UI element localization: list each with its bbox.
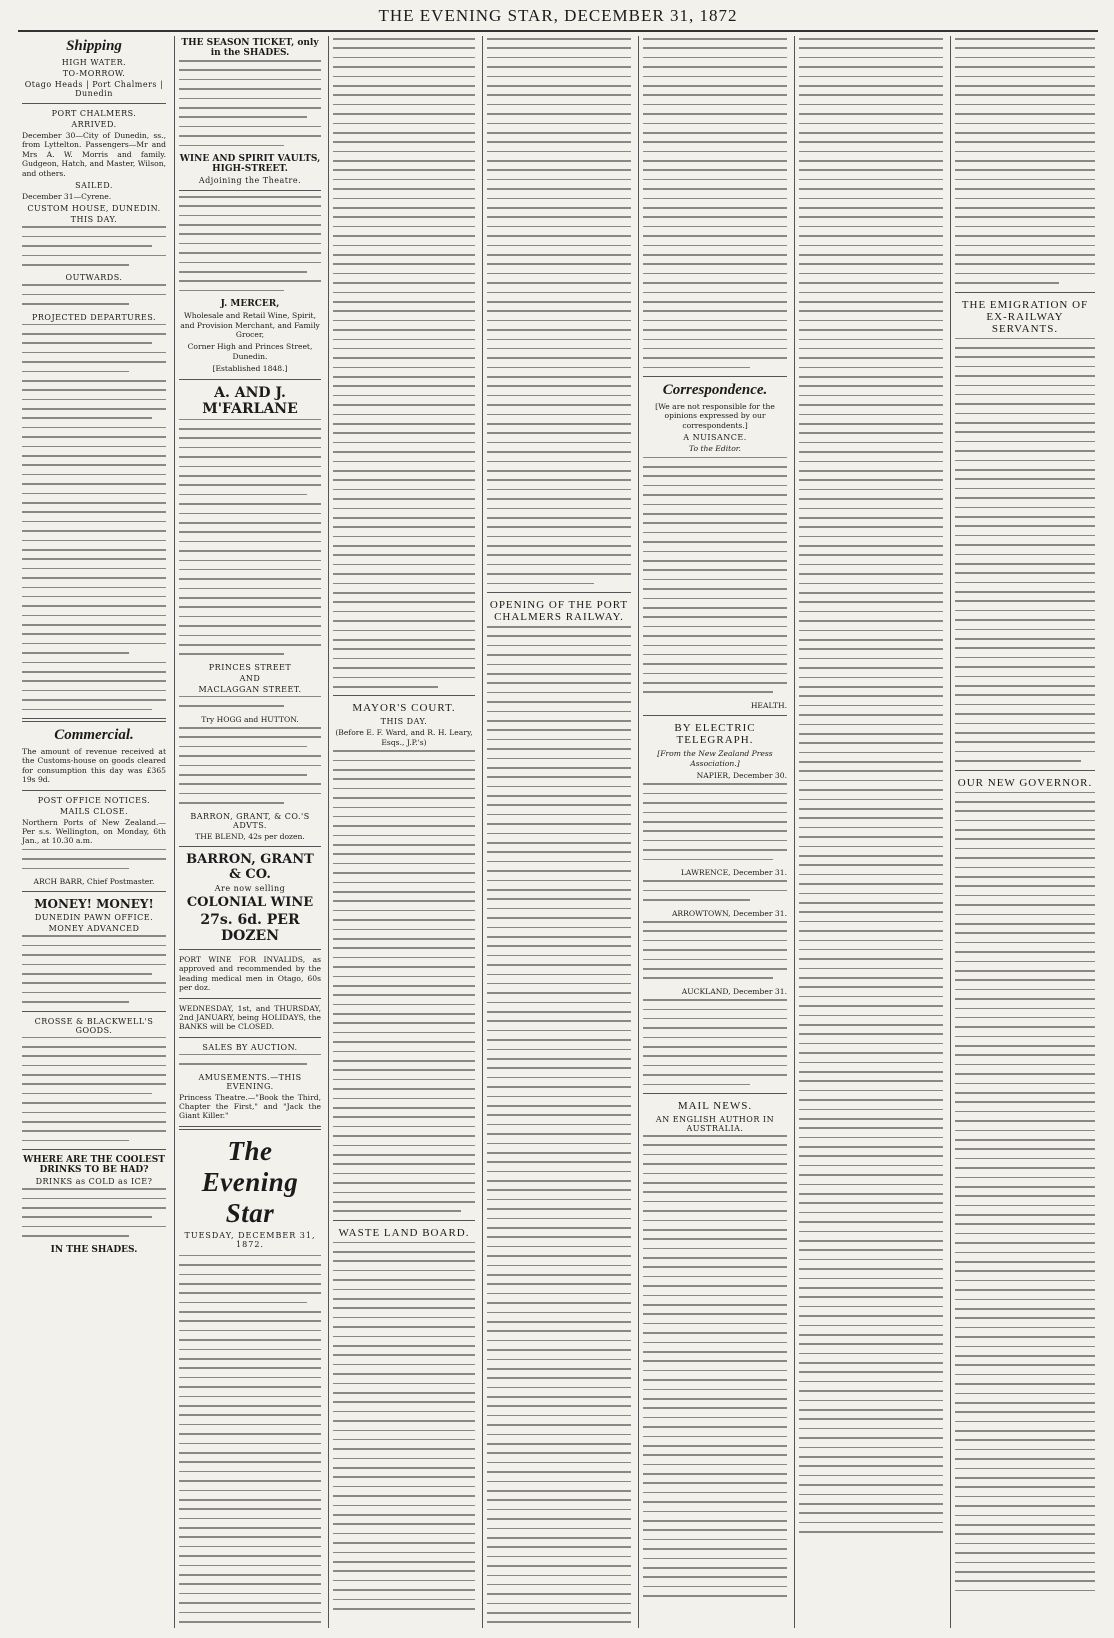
- governor-heading: OUR NEW GOVERNOR.: [957, 776, 1093, 789]
- post-office-heading: POST OFFICE NOTICES.: [37, 795, 151, 805]
- divider: [179, 190, 321, 191]
- sales-auction: SALES BY AUCTION.: [202, 1042, 298, 1052]
- text-block: [22, 226, 166, 265]
- post-text: Northern Ports of New Zealand.—Per s.s. Wellington, on Monday, 6th Jan., at 10.30 a.m.: [22, 817, 166, 846]
- lawrence-dateline: LAWRENCE, December 31.: [680, 867, 787, 877]
- text-block: [179, 727, 321, 804]
- established: [Established 1848.]: [212, 364, 288, 374]
- newspaper-page: [18, 6, 1098, 1632]
- mercer-corner: Corner High and Princes Street, Dunedin.: [187, 342, 313, 361]
- this-day-label: THIS DAY.: [380, 717, 428, 727]
- money-heading: MONEY! MONEY!: [34, 897, 154, 912]
- bank-holidays: WEDNESDAY, 1st, and THURSDAY, 2nd JANUARY, being HOLIDAYS, the BANKS will be CLOSED.: [179, 1003, 321, 1032]
- divider: [333, 695, 475, 696]
- column-4: [482, 36, 635, 1628]
- napier-dateline: NAPIER, December 30.: [696, 771, 787, 781]
- text-block: [179, 696, 321, 707]
- barron-advts: BARRON, GRANT, & CO.'S ADVTS.: [190, 811, 310, 830]
- tide-line: Otago Heads | Port Chalmers | Dunedin: [24, 80, 164, 98]
- text-block: [179, 60, 321, 146]
- outwards-label: OUTWARDS.: [65, 273, 123, 283]
- text-block: [487, 38, 631, 584]
- before-line: (Before E. F. Ward, and R. H. Leary, Esqs., J.P.'s): [335, 728, 473, 747]
- text-block: [643, 880, 787, 900]
- macfarlane-heading: A. AND J. M'FARLANE: [202, 384, 298, 417]
- high-water: HIGH WATER.: [61, 58, 127, 67]
- text-block: [179, 419, 321, 655]
- arrived-label: ARRIVED.: [71, 120, 117, 129]
- column-1: [18, 36, 170, 1628]
- divider: [179, 1126, 321, 1130]
- nuisance-heading: A NUISANCE.: [683, 433, 747, 443]
- season-ticket: THE SEASON TICKET, only in the SHADES.: [181, 38, 319, 58]
- arrived-text: December 30—City of Dunedin, ss., from Lyttelton. Passengers—Mr and Mrs A. W. Morris and family. Gudgeon, Hatch, and Master, Wilson, and others.: [22, 131, 166, 178]
- text-block: [955, 38, 1095, 284]
- to-editor: To the Editor.: [689, 444, 741, 454]
- princes-street: PRINCES STREET: [208, 662, 292, 672]
- text-block: [955, 338, 1095, 762]
- text-block: [22, 1188, 166, 1237]
- wine-price: 27s. 6d. PER DOZEN: [200, 911, 300, 944]
- crosse-heading: CROSSE & BLACKWELL'S GOODS.: [34, 1016, 154, 1035]
- mercer-sub: Wholesale and Retail Wine, Spirit, and Provision Merchant, and Family Grocer,: [180, 311, 320, 340]
- text-block: [643, 921, 787, 979]
- waste-land-heading: WASTE LAND BOARD.: [338, 1226, 470, 1239]
- divider: [22, 1011, 166, 1012]
- divider: [179, 379, 321, 380]
- disclaimer: [We are not responsible for the opinions expressed by our correspondents.]: [655, 402, 775, 430]
- mercer-name: J. MERCER,: [220, 299, 280, 310]
- commercial-text: The amount of revenue received at the Customs-house on goods cleared for consumption this day was £365 19s 9d.: [22, 746, 166, 785]
- and-label: AND: [239, 673, 261, 683]
- text-block: [22, 849, 166, 869]
- shipping-heading: Shipping: [66, 38, 122, 54]
- tea-blend: THE BLEND, 42s per dozen.: [195, 831, 305, 841]
- divider: [955, 292, 1095, 293]
- correspondence-heading: Correspondence.: [662, 382, 768, 399]
- hogg-hutton: Try HOGG and HUTTON.: [201, 714, 299, 724]
- amusements-text: Princess Theatre.—"Book the Third, Chapter the First," and "Jack the Giant Killer.": [179, 1092, 321, 1121]
- drinks-text: DRINKS as COLD as ICE?: [35, 1177, 153, 1187]
- colonial-wine: COLONIAL WINE: [186, 894, 314, 910]
- divider: [22, 790, 166, 791]
- text-block: [333, 750, 475, 1212]
- text-block: [22, 324, 166, 711]
- text-block: [179, 1255, 321, 1623]
- text-block: [643, 1135, 787, 1597]
- divider: [179, 846, 321, 847]
- shades-line: IN THE SHADES.: [50, 1244, 138, 1255]
- commercial-heading: Commercial.: [54, 726, 134, 743]
- divider: [643, 1093, 787, 1094]
- amusements: AMUSEMENTS.—THIS EVENING.: [198, 1072, 302, 1091]
- port-wine: PORT WINE FOR INVALIDS, as approved and recommended by the leading medical men in Otago, 60s per doz.: [179, 954, 321, 993]
- telegraph-heading: BY ELECTRIC TELEGRAPH.: [674, 722, 756, 747]
- sailed-label: SAILED.: [75, 181, 113, 191]
- masthead: THE EVENING STAR, DECEMBER 31, 1872: [378, 6, 738, 25]
- divider: [179, 949, 321, 950]
- custom-house-heading: CUSTOM HOUSE, DUNEDIN.: [27, 204, 161, 214]
- dateline: TUESDAY, DECEMBER 31, 1872.: [184, 1230, 316, 1249]
- auckland-dateline: AUCKLAND, December 31.: [681, 986, 787, 996]
- press-association: [From the New Zealand Press Association.]: [657, 749, 773, 768]
- divider: [643, 376, 787, 377]
- now-selling: Are now selling: [214, 883, 286, 893]
- text-block: [487, 626, 631, 1628]
- where-heading: WHERE ARE THE COOLEST DRINKS TO BE HAD?: [23, 1155, 165, 1176]
- wine-vaults: WINE AND SPIRIT VAULTS, HIGH-STREET.: [179, 153, 321, 174]
- arrowtown-dateline: ARROWTOWN, December 31.: [671, 908, 787, 918]
- column-3: [328, 36, 479, 1628]
- maclaggan-street: MACLAGGAN STREET.: [198, 684, 302, 694]
- this-day-label: THIS DAY.: [70, 215, 118, 225]
- text-block: [799, 38, 943, 1533]
- port-chalmers-heading: PORT CHALMERS.: [51, 109, 137, 118]
- tomorrow-label: TO-MORROW.: [62, 69, 126, 78]
- column-2: [174, 36, 325, 1628]
- text-block: [643, 783, 787, 860]
- divider: [22, 103, 166, 104]
- column-5: [638, 36, 791, 1628]
- text-block: [643, 999, 787, 1085]
- money-advanced: MONEY ADVANCED: [48, 924, 140, 934]
- opening-heading: OPENING OF THE PORT CHALMERS RAILWAY.: [489, 599, 629, 624]
- adjoining-theatre: Adjoining the Theatre.: [198, 175, 302, 185]
- divider: [179, 998, 321, 999]
- divider: [955, 770, 1095, 771]
- projected-departures: PROJECTED DEPARTURES.: [31, 312, 156, 322]
- text-block: [643, 457, 787, 693]
- text-block: [179, 196, 321, 292]
- divider: [487, 592, 631, 593]
- barron-heading: BARRON, GRANT & CO.: [186, 851, 314, 882]
- divider: [643, 715, 787, 716]
- signature: HEALTH.: [750, 700, 787, 710]
- mail-news-heading: MAIL NEWS.: [677, 1100, 753, 1113]
- text-block: [22, 284, 166, 304]
- divider: [22, 1149, 166, 1150]
- divider: [22, 718, 166, 722]
- text-block: [179, 1054, 321, 1065]
- divider: [333, 1220, 475, 1221]
- nameplate: The Evening Star: [201, 1135, 299, 1228]
- column-7: [950, 36, 1099, 1628]
- text-block: [22, 1037, 166, 1142]
- emigration-heading: THE EMIGRATION OF EX-RAILWAY SERVANTS.: [961, 298, 1089, 335]
- chief-postmaster: ARCH BARR, Chief Postmaster.: [33, 876, 155, 886]
- english-author: AN ENGLISH AUTHOR IN AUSTRALIA.: [655, 1115, 775, 1134]
- divider: [179, 1037, 321, 1038]
- sailed-text: December 31—Cyrene.: [22, 192, 112, 202]
- text-block: [333, 1242, 475, 1610]
- text-block: [333, 38, 475, 688]
- text-block: [22, 935, 166, 1002]
- mayors-court-heading: MAYOR'S COURT.: [352, 702, 456, 715]
- masthead-rule: [18, 30, 1098, 32]
- pawn-office: DUNEDIN PAWN OFFICE.: [34, 913, 154, 923]
- text-block: [643, 38, 787, 368]
- text-block: [955, 792, 1095, 1592]
- divider: [22, 891, 166, 892]
- column-6: [794, 36, 947, 1628]
- mails-close: MAILS CLOSE.: [59, 806, 129, 816]
